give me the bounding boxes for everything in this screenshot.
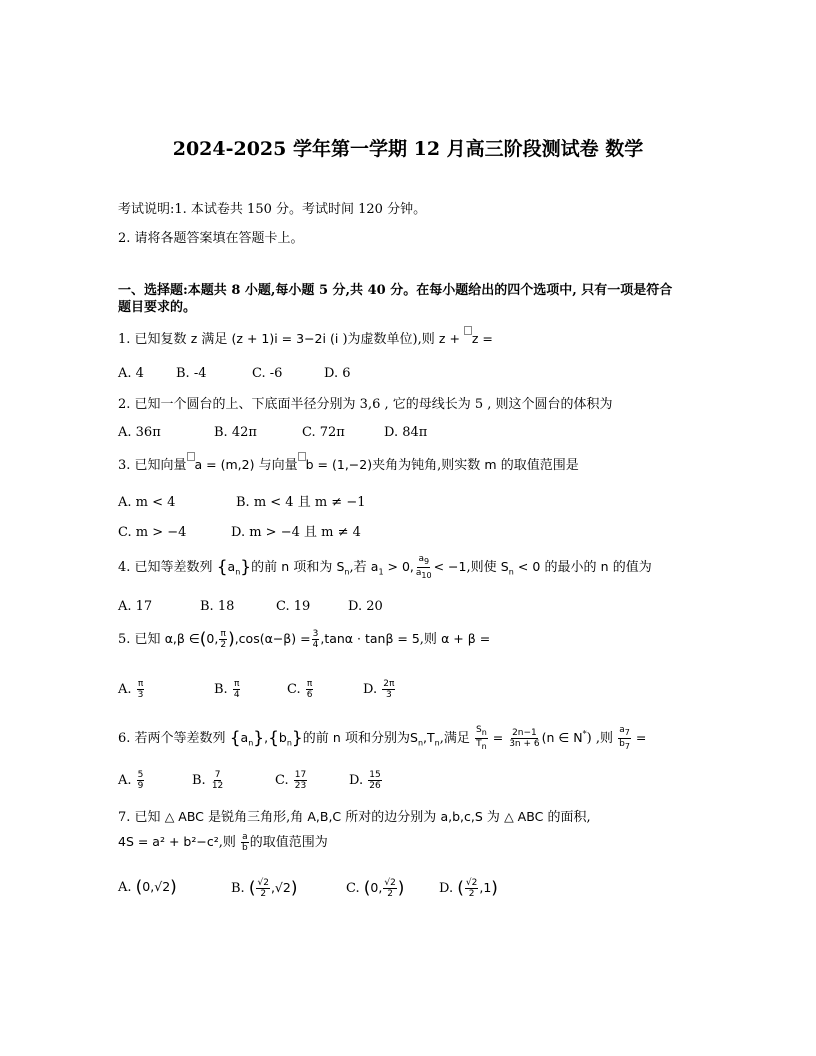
q5-option-a: A. $\frac{\pi}{3}$ — [118, 679, 144, 700]
q1-option-c: C. -6 — [252, 366, 283, 381]
question-3: 3. 已知向量 a = (m,2) 与向量 b = (1,−2)夹角为钝角,则实数 m 的取值范围是 — [118, 456, 579, 475]
exam-note-2: 2. 请将各题答案填在答题卡上。 — [118, 231, 304, 246]
q4-option-c: C. 19 — [276, 599, 311, 614]
question-7: 7. 已知 △ ABC 是锐角三角形,角 A,B,C 所对的边分别为 a,b,c,S 为 △ ABC 的面积, — [118, 809, 591, 825]
exam-note-1: 考试说明:1. 本试卷共 150 分。考试时间 120 分钟。 — [118, 202, 427, 217]
question-7-cont: 4S = a² + b²−c²,则 $\frac{a}{b}$ 的取值范围为 — [118, 832, 328, 853]
question-1: 1. 已知复数 z 满足 (z + 1)i = 3−2i (i )为虚数单位),则 z + z = — [118, 330, 493, 349]
q3-option-c: C. m > −4 — [118, 525, 187, 540]
q6-option-b: B. $\frac{7}{12}$ — [192, 770, 224, 791]
q2-option-c: C. 72π — [302, 425, 345, 440]
page-title: 2024-2025 学年第一学期 12 月高三阶段测试卷 数学 — [172, 138, 644, 160]
question-6: 6. 若两个等差数列 $\{a_n\},\{b_n\}$的前 n 项和分别为$S_n,T_n$,满足 $\frac{S_n}{T_n}$ = $\frac{2n-1}{3n + 6}$ (n ∈ N*) ,则 $\frac{a_7}{b_7}$ = — [118, 725, 647, 751]
q2-option-a: A. 36π — [118, 425, 161, 440]
q2-option-b: B. 42π — [214, 425, 257, 440]
q1-option-b: B. -4 — [176, 366, 207, 381]
q7-option-c: C. (0, $\frac{√2}{2}$ ) — [346, 878, 405, 899]
question-4: 4. 已知等差数列 $\{a_n\}$的前 n 项和为 $S_n$,若 $a_1 > 0$, $\frac{a_9}{a_{10}}$ < −1,则使 $S_n < 0$ 的最小的 n 的值为 — [118, 554, 652, 580]
q7-option-d: D. ( $\frac{√2}{2}$ ,1) — [439, 878, 498, 899]
section-heading-cont: 题目要求的。 — [118, 300, 197, 315]
question-5: 5. 已知 α,β ∈(0, $\frac{\pi}{2}$ ),cos(α−β) = $\frac{3}{4}$ ,tanα · tanβ = 5,则 α + β = — [118, 629, 491, 650]
q4-option-a: A. 17 — [118, 599, 153, 614]
q5-option-b: B. $\frac{\pi}{4}$ — [214, 679, 240, 700]
question-2: 2. 已知一个圆台的上、下底面半径分别为 3,6 , 它的母线长为 5 , 则这个圆台的体积为 — [118, 397, 613, 412]
q6-option-d: D. $\frac{15}{26}$ — [349, 770, 381, 791]
q6-option-a: A. $\frac{5}{9}$ — [118, 770, 144, 791]
q4-option-b: B. 18 — [200, 599, 235, 614]
q6-option-c: C. $\frac{17}{23}$ — [275, 770, 307, 791]
q1-option-d: D. 6 — [324, 366, 351, 381]
q5-option-d: D. $\frac{2\pi}{3}$ — [363, 679, 395, 700]
q7-option-b: B. ( $\frac{√2}{2}$ ,√2) — [231, 878, 298, 899]
q4-option-d: D. 20 — [348, 599, 383, 614]
section-heading: 一、选择题:本题共 8 小题,每小题 5 分,共 40 分。在每小题给出的四个选项中, 只有一项是符合 — [118, 283, 673, 298]
q7-option-a: A. (0,√2) — [118, 877, 177, 898]
q2-option-d: D. 84π — [384, 425, 428, 440]
q3-option-d: D. m > −4 且 m ≠ 4 — [231, 525, 361, 540]
q3-option-b: B. m < 4 且 m ≠ −1 — [236, 495, 366, 510]
q5-option-c: C. $\frac{\pi}{6}$ — [287, 679, 313, 700]
q3-option-a: A. m < 4 — [118, 495, 176, 510]
q1-option-a: A. 4 — [118, 366, 144, 381]
